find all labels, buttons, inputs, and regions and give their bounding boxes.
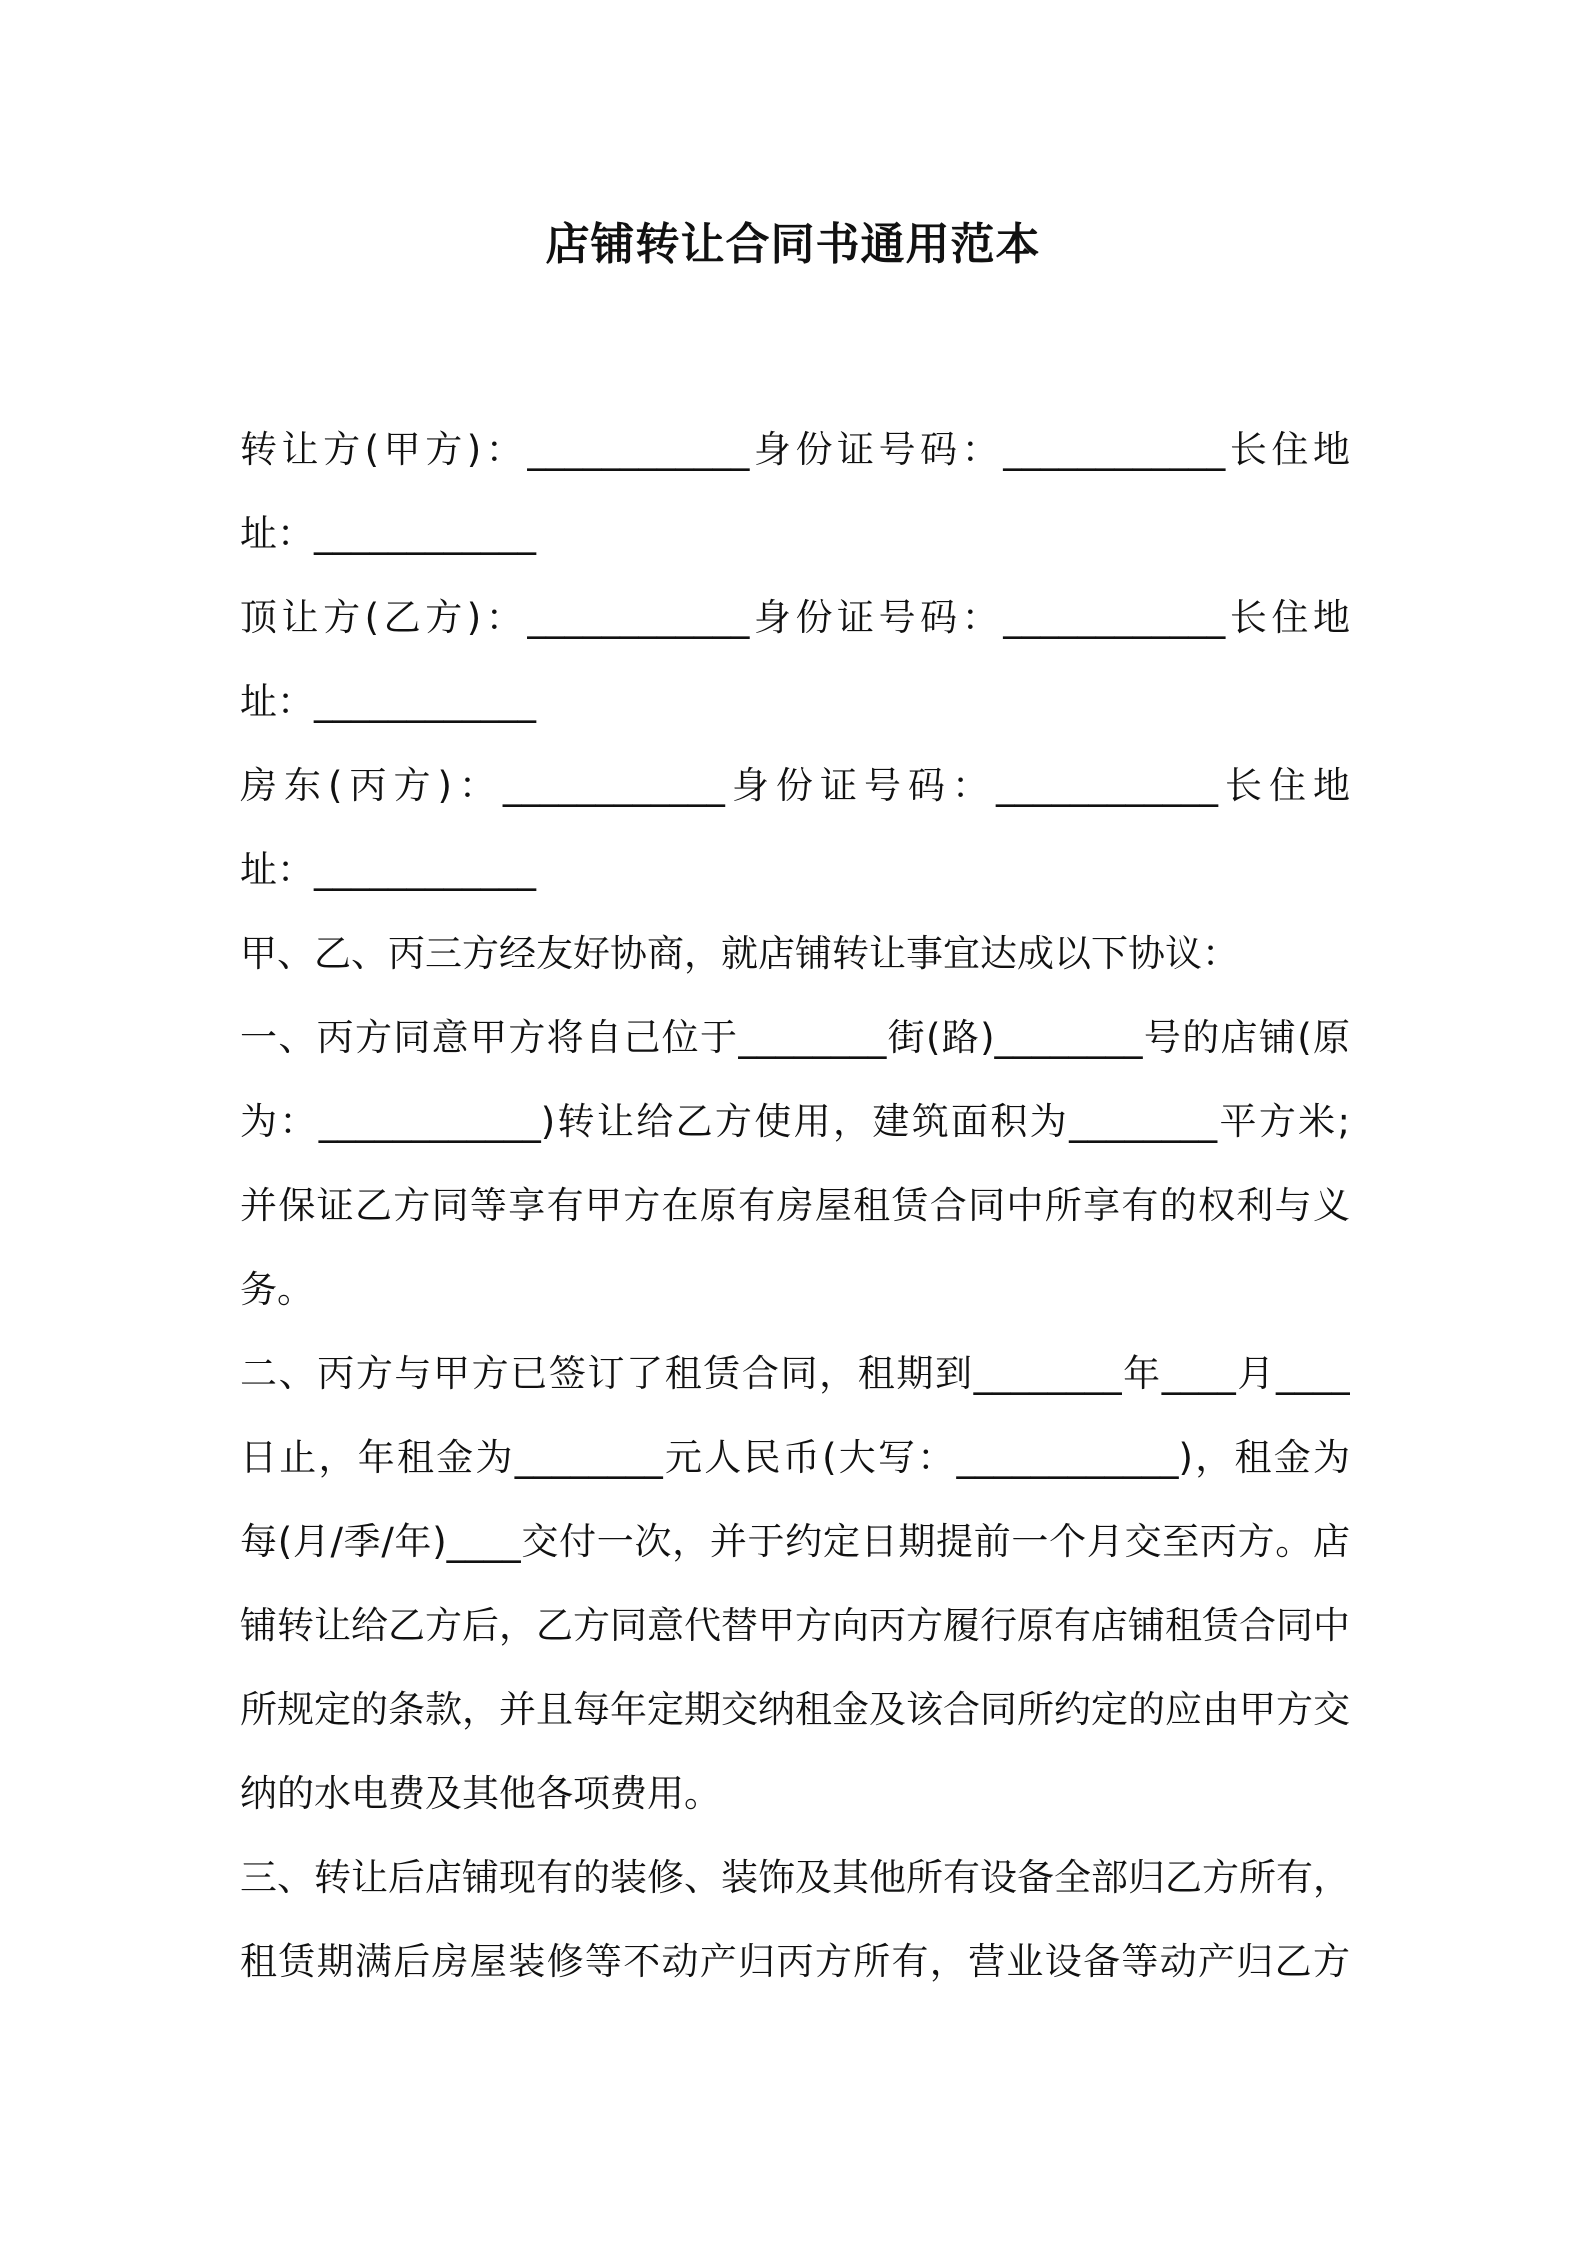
agreement-intro: 甲、乙、丙三方经友好协商，就店铺转让事宜达成以下协议： <box>240 932 1239 975</box>
party-a-line: 转让方(甲方)：____________身份证号码：____________长住地 <box>240 428 1350 471</box>
party-b-address-line: 址：____________ <box>240 680 536 723</box>
party-a-address-line: 址：____________ <box>240 512 536 555</box>
clause-2-line-2: 日止，年租金为________元人民币(大写：____________)，租金为 <box>240 1436 1350 1479</box>
clause-1-line-2: 为：____________)转让给乙方使用，建筑面积为________平方米; <box>240 1100 1350 1143</box>
document-body <box>240 408 1350 2004</box>
document-title: 店铺转让合同书通用范本 <box>545 219 1041 270</box>
clause-2-line-3: 每(月/季/年)____交付一次，并于约定日期提前一个月交至丙方。店 <box>240 1520 1350 1563</box>
clause-2-line-4: 铺转让给乙方后，乙方同意代替甲方向丙方履行原有店铺租赁合同中 <box>240 1604 1350 1647</box>
party-c-line: 房东(丙方)：____________身份证号码：____________长住地 <box>240 764 1350 807</box>
clause-2-line-1: 二、丙方与甲方已签订了租赁合同，租期到________年____月____ <box>240 1352 1350 1395</box>
party-c-address-line: 址：____________ <box>240 848 536 891</box>
clause-2-line-5: 所规定的条款，并且每年定期交纳租金及该合同所约定的应由甲方交 <box>240 1688 1350 1731</box>
clause-1-line-1: 一、丙方同意甲方将自己位于________街(路)________号的店铺(原 <box>240 1016 1350 1059</box>
clause-1-line-4: 务。 <box>240 1268 314 1311</box>
clause-1-line-3: 并保证乙方同等享有甲方在原有房屋租赁合同中所享有的权利与义 <box>240 1184 1350 1227</box>
clause-3-line-1: 三、转让后店铺现有的装修、装饰及其他所有设备全部归乙方所有， <box>240 1856 1350 1899</box>
clause-2-line-6: 纳的水电费及其他各项费用。 <box>240 1772 721 1815</box>
party-b-line: 顶让方(乙方)：____________身份证号码：____________长住地 <box>240 596 1350 639</box>
clause-3-line-2: 租赁期满后房屋装修等不动产归丙方所有，营业设备等动产归乙方 <box>240 1940 1350 1983</box>
